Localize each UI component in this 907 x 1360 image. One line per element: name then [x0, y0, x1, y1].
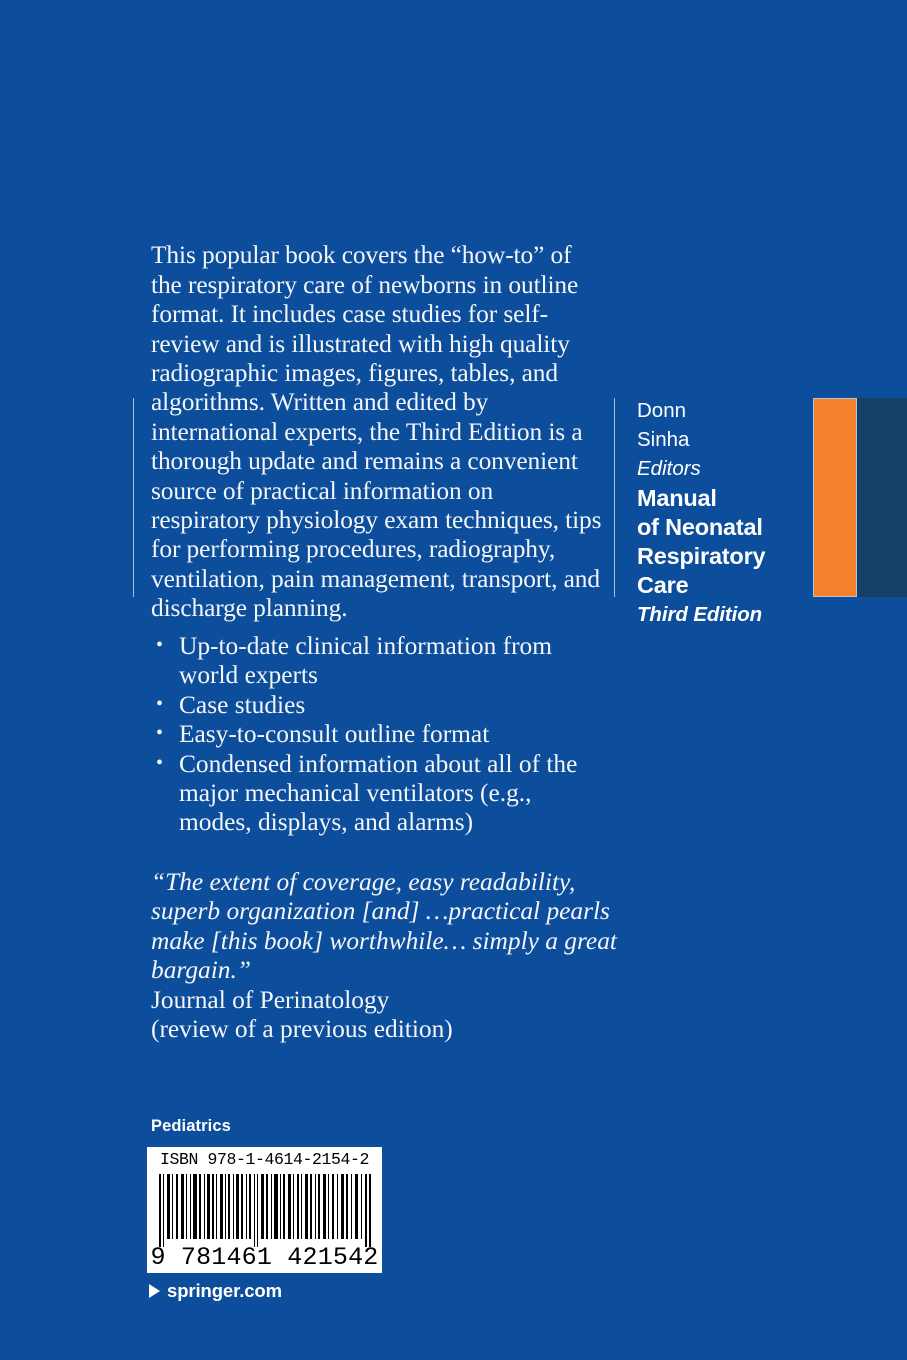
back-cover-blurb: This popular book covers the “how-to” of the respiratory care of newborns in outline format. It includes case studies for self-review and is illustrated with high quality radiographic images, figures, tables, and algorithms. Written and edited by international experts, the Third Edition is a thorough update and remains a convenient source of practical information on respiratory physiology exam techniques, tips for performing procedures, radiography, ventilation, pain management, transport, and discharge planning. [151, 241, 602, 623]
book-title-line-3: Respiratory [637, 543, 766, 570]
ean-digits: 9 781461 421542 [150, 1243, 379, 1272]
book-edition-label: Third Edition [637, 603, 763, 627]
book-title-line-2: of Neonatal [637, 513, 763, 540]
list-item: • Easy-to-consult outline format [152, 720, 592, 749]
title-block [637, 396, 887, 630]
title-vertical-rule [614, 398, 615, 597]
review-source-note: (review of a previous edition) [151, 1015, 453, 1044]
list-item: • Up-to-date clinical information from world experts [152, 632, 592, 691]
triangle-icon [149, 1284, 160, 1298]
list-item: • Condensed information about all of the major mechanical ventilators (e.g., modes, displays, and alarms) [152, 750, 592, 838]
isbn-barcode [147, 1147, 382, 1273]
editor-name-1: Donn [637, 399, 687, 422]
publisher-logo[interactable] [149, 1280, 282, 1302]
feature-list [152, 632, 592, 838]
review-quote-block [151, 868, 621, 1044]
review-quote-text: “The extent of coverage, easy readability, superb organization [and] …practical pearls make [this book] worthwhile… simply a great bargain.” [151, 868, 617, 985]
isbn-text: ISBN 978-1-4614-2154-2 [159, 1150, 370, 1169]
subject-category-label: Pediatrics [151, 1117, 231, 1135]
list-item: • Case studies [152, 691, 592, 720]
publisher-url-text: springer.com [167, 1280, 282, 1301]
review-source: Journal of Perinatology [151, 985, 390, 1014]
book-title-line-1: Manual [637, 484, 717, 511]
book-title-line-4: Care [637, 572, 689, 599]
blurb-vertical-rule [133, 398, 134, 597]
editor-name-2: Sinha [637, 428, 690, 452]
editor-role-label: Editors [637, 457, 701, 481]
barcode-bars-icon [159, 1174, 372, 1247]
